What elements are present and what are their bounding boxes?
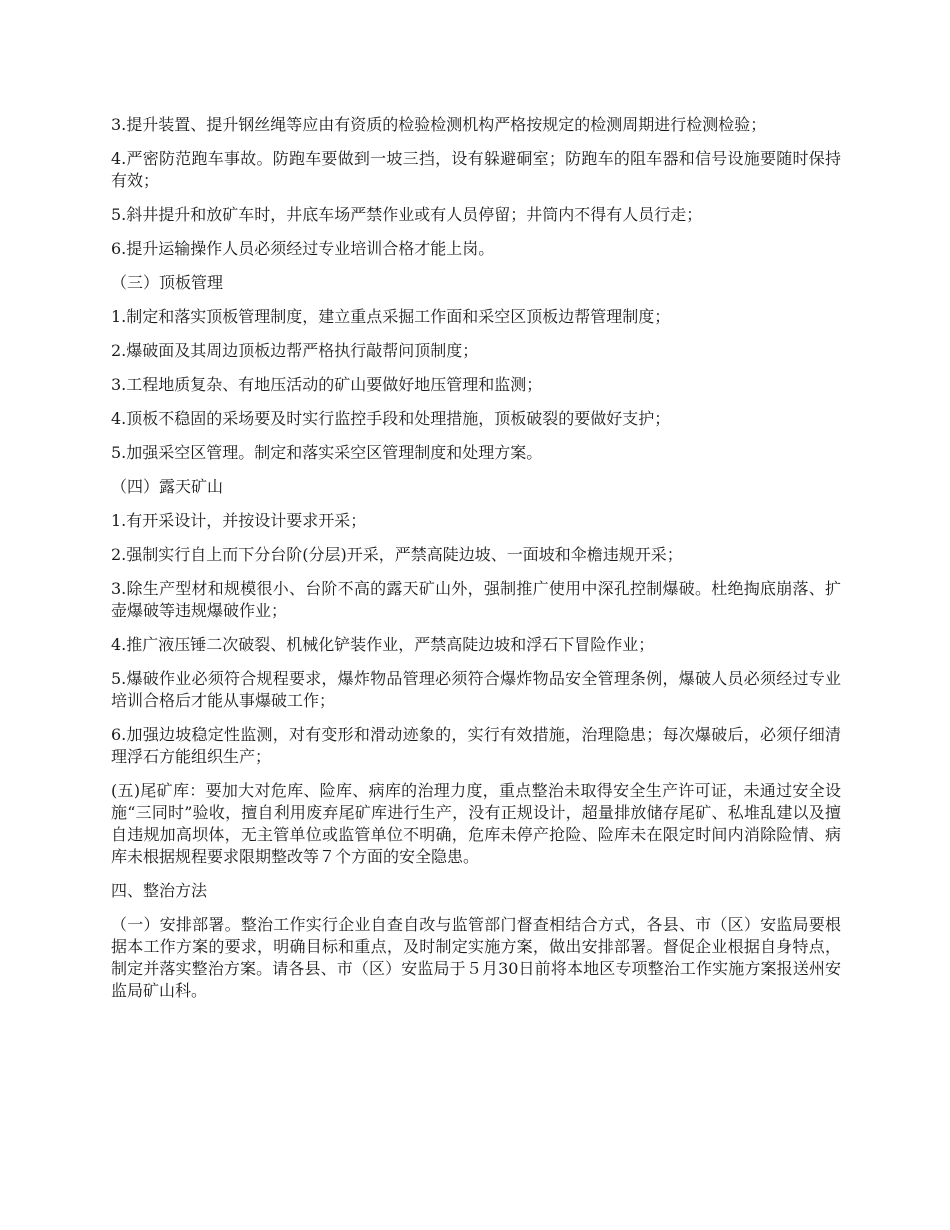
paragraph-open-pit-5: 5.爆破作业必须符合规程要求，爆炸物品管理必须符合爆炸物品安全管理条例，爆破人员必须经过专业培训合格后才能从事爆破工作； (111, 669, 841, 710)
paragraph-roof-4: 4.顶板不稳固的采场要及时实行监控手段和处理措施，顶板破裂的要做好支护； (111, 409, 671, 428)
document-body (111, 114, 841, 1014)
paragraph-hoist-inspection: 3.提升装置、提升钢丝绳等应由有资质的检验检测机构严格按规定的检测周期进行检测检验； (111, 115, 767, 134)
paragraph-inclined-shaft: 5.斜井提升和放矿车时，井底车场严禁作业或有人员停留；井筒内不得有人员行走； (111, 205, 703, 224)
section-heading-roof-management: （三）顶板管理 (111, 273, 224, 292)
paragraph-tailings: (五)尾矿库：要加大对危库、险库、病库的治理力度，重点整治未取得安全生产许可证，未通过安全设施“三同时”验收，擅自利用废弃尾矿库进行生产，没有正规设计，超量排放储存尾矿、私堆乱建以及擅自违规加高坝体，无主管单位或监管单位不明确，危库未停产抢险、险库未在限定时间内消除险情、病库未根据规程要求限期整改等７个方面的安全隐患。 (111, 781, 841, 866)
paragraph-roof-2: 2.爆破面及其周边顶板边帮严格执行敲帮问顶制度； (111, 341, 479, 360)
section-heading-open-pit: （四）露天矿山 (111, 477, 224, 496)
paragraph-roof-1: 1.制定和落实顶板管理制度，建立重点采掘工作面和采空区顶板边帮管理制度； (111, 307, 671, 326)
paragraph-roof-3: 3.工程地质复杂、有地压活动的矿山要做好地压管理和监测； (111, 375, 543, 394)
paragraph-roof-5: 5.加强采空区管理。制定和落实采空区管理制度和处理方案。 (111, 443, 543, 462)
paragraph-deployment: （一）安排部署。整治工作实行企业自查自改与监管部门督查相结合方式，各县、市（区）安监局要根据本工作方案的要求，明确目标和重点，及时制定实施方案，做出安排部署。督促企业根据自身特点，制定并落实整治方案。请各县、市（区）安监局于５月30日前将本地区专项整治工作实施方案报送州安监局矿山科。 (111, 915, 841, 1000)
paragraph-open-pit-2: 2.强制实行自上而下分台阶(分层)开采，严禁高陡边坡、一面坡和伞檐违规开采； (111, 545, 683, 564)
paragraph-runaway-prevention: 4.严密防范跑车事故。防跑车要做到一坡三挡，设有躲避硐室；防跑车的阻车器和信号设施要随时保持有效； (111, 149, 841, 190)
paragraph-open-pit-3: 3.除生产型材和规模很小、台阶不高的露天矿山外，强制推广使用中深孔控制爆破。杜绝掏底崩落、扩壶爆破等违规爆破作业； (111, 579, 841, 620)
paragraph-open-pit-6: 6.加强边坡稳定性监测，对有变形和滑动迹象的，实行有效措施，治理隐患；每次爆破后，必须仔细清理浮石方能组织生产； (111, 725, 841, 766)
paragraph-operator-training: 6.提升运输操作人员必须经过专业培训合格才能上岗。 (111, 239, 495, 258)
paragraph-open-pit-4: 4.推广液压锤二次破裂、机械化铲装作业，严禁高陡边坡和浮石下冒险作业； (111, 635, 655, 654)
section-heading-rectification-methods: 四、整治方法 (111, 881, 208, 900)
paragraph-open-pit-1: 1.有开采设计，并按设计要求开采； (111, 511, 367, 530)
